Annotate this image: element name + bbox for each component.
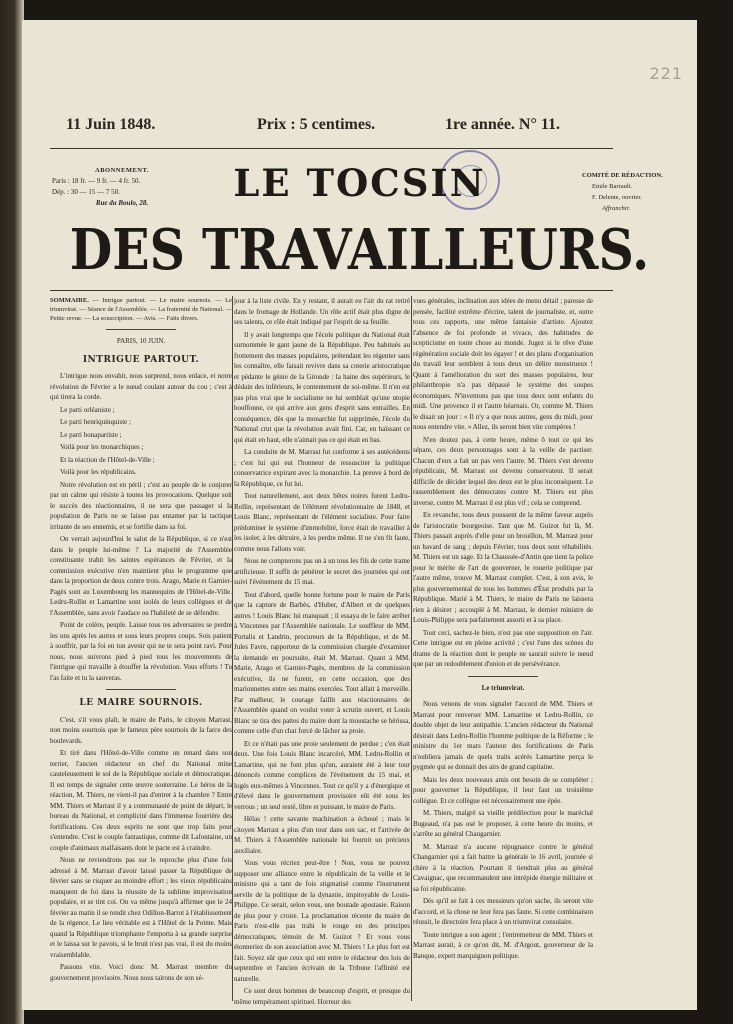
paragraph: On verrait aujourd'hui le salut de la République, si ce n'est dans le peuple lui-même ? La majorité de l'Assemblée constituante trahit les saintes espérances de Février, et la commission exécutive n'en maintient plus le programme que dans la proportion de deux contre trois. Arago, Marie et Garnier-Pagès sont au Luxembourg les mannequins de l'Hôtel-de-Ville. Ledru-Rollin et Lamartine sont isolés de leurs collègues et de l'Assemblée, sans avoir l'audace ou l'habileté de se défendre. [50, 535, 232, 617]
paragraph: Point de colère, peuple. Laisse tous tes adversaires se perdre les uns après les autres et sous leurs propres coups. Sois patient à souffrir, par la foi en ton avenir qui ne te sera point ravi. Pour nous, nous suivrons pied à pied tous les mouvements de l'intrigue qui travaille à étouffer la révolution. Vous efforts ! Tu l'as faite et tu la sauveras. [50, 621, 232, 682]
article-rule [468, 676, 538, 677]
masthead-line-2: DES TRAVAILLEURS. [69, 216, 650, 283]
dateline [22, 116, 697, 138]
issue-date: 11 Juin 1848. [66, 116, 156, 133]
top-rule [50, 148, 613, 149]
paragraph: Nous venons de vous signaler l'accord de MM. Thiers et Marrast pour renverser MM. Lamartine et Ledru-Rollin, ce double objet de leur antipathie. L'ancien rédacteur du National désirait dans Ledru-Rollin l'homme politique de la Réforme ; le ministre du 1er mars l'auteur des fortifications de Paris n'oubliera jamais de quels traits acérés Lamartine perça le pygmée qui se donnait des airs de grand capitaine. [413, 700, 593, 771]
paragraph: Et ce n'était pas une proie seulement de perdue ; c'en était deux. Une fois Louis Blanc incarcéré, MM. Ledru-Rollin et Lamartine, qui ne font plus qu'un, auraient été à leur tour dénoncés comme complices de l'événement du 15 mai, et logés eux-mêmes à Vincennes. Tout ce qu'il y a d'énergique et d'élevé dans le gouvernement provisoire eût été sous les verrous ; un seul resté, libre et puissant, le maire de Paris. [234, 739, 410, 811]
paragraph: Voilà pour les républicains. [60, 468, 137, 476]
masthead-rule [50, 290, 613, 291]
paragraph: Nous ne compterons pas un à un tous les fils de cette trame artificieuse. Il suffit de pénétrer le secret des journées qui ont suivi l'événement du 15 mai. [234, 557, 410, 586]
page-number: 221 [649, 64, 683, 83]
paragraph: Le parti orléaniste ; [60, 405, 115, 414]
paragraph: Toute intrigue a son agent ; l'entremetteur de MM. Thiers et Marrast aurait, à ce qu'on dit, M. d'Argout, gouverneur de la Banque, expert marquignon politique. [413, 930, 593, 960]
paragraph: En revanche, tous deux poussent de la même faveur auprès de l'aristocratie bourgeoise. Tant que M. Guizot fut là, M. Thiers passait auprès d'elle pour un brouillon, M. Marrast pour un bavard de sang ; depuis Février, tous deux sont réhabilités. M. Thiers est un sage. Et la Chaussée-d'Antin que tient la police pour le mérite de l'art de gouverner, le rouerie politique par l'autre même, trouve M. Marrast complet. C'est, à son avis, le plus gouvernemental de tous les hommes d'État produits par la République. Marié à M. Thiers, le maire de Paris ne laissera rien à désirer ; accouplé à M. Marrast, le dernier ministre de Louis-Philippe sera parfaitement assorti et à sa place. [413, 511, 593, 624]
place-date: PARIS, 10 JUIN. [116, 337, 166, 345]
paragraph: Passons vite. Voici donc M. Marrast membre du gouvernement provisoire. Nous nous tairons de son sé- [50, 963, 232, 982]
paragraph: jour à la liste civile. En y restant, il aurait eu l'air du rat retiré dans le fromage de Hollande. Un rôle actif était plus digne de ses talents, ce rôle était indiqué par l'esprit de sa feuille. [234, 297, 410, 326]
masthead-line-1: LE TOCSIN [233, 161, 486, 205]
subscription-address: Rue du Boulo, 28. [95, 199, 149, 207]
paragraph: Tout d'abord, quelle bonne fortune pour le maire de Paris que la capture de Barbès, d'Huber, d'Albert et de quelques autres ! Louis Blanc lui manquait ; il essaya de le faire arrêter à Vincennes par l'Assemblée nationale. Le souffleur de MM. Portalis et Landrin, procureurs de la République, et de M. Jules Favre, rapporteur de la commission chargée d'examiner la demande en poursuite, était M. Marrast. Quant à MM. Marie, Arago et Garnier-Pagès, membres de la commission exécutive, ils ne furent, en cette occasion, que des marionnettes entre ses mains exercées. Tout allait à merveille. Par malheur, le courage faillit aux réactionnaires de l'Assemblée quand on voulut voter à scrutin ouvert, et Louis Blanc se tira des pattes du maire dont la moustache se hérissa, comme celle d'un chat forcé de lâcher sa proie. [234, 590, 410, 735]
article-heading-maire: LE MAIRE SOURNOIS. [79, 698, 203, 708]
paragraph: Nous ne reviendrons pas sur le reproche plus d'une fois adressé à M. Marrast d'avoir laissé passer la République de février sans se risquer au moindre effort ; les vieux républicains manquent de foi dans la réussite de la sublime improvisation populaire, et se tint coi. On va même jusqu'à affirmer que le 24 février au matin il se rendit chez Odillon-Barrot à l'établissement de la régence. Le lieu véritable est à l'Hôtel de la Pointe. Mais quand la République triomphante l'emporta à sa grande surprise et le laissa sur le pavois, si le bruit n'est pas vrai, il est du moins vraisemblable. [50, 856, 232, 959]
summary [50, 296, 232, 323]
summary-rule [106, 329, 176, 330]
committee-heading: COMITÉ DE RÉDACTION. [582, 172, 663, 179]
paragraph: Il y avait longtemps que l'école politique du National était surnommée le gant jaune de la République. Peu habitués au frottement des masses populaires, prétendant les régenter sans les connaître, elle faisait revivre dans sa coterie aristocratique et pédante le génie de la Gironde : la haine des supérieurs, le dédain des inférieurs, le contentement de soi-même. Il n'en est pas plus vrai que le socialisme ne lui semblait qu'une utopie bouffonne, ce qui arrive aux gens d'esprit sans entrailles. En conséquence, dès que la monarchie fut supprimée, l'école du National crut que la révolution avait fini. Car, en haïssant ce qui était en haut, elle n'aimait pas ce qui était en bas. [234, 330, 410, 444]
column-divider-2 [411, 296, 412, 1001]
committee-member-1: Emile Barrault. [592, 183, 633, 190]
paragraph: Notre révolution est en péril ; c'est au peuple de le conjurer par un calme qui résiste à toutes les provocations. Quelque soit le succès des réactionnaires, il ne sera que passager si la population de Paris ne se laisse pas entamer par la tactique irritante de ses ennemis, et se fortifie dans sa foi. [50, 480, 232, 531]
paragraph: Voilà pour les monarchiques ; [60, 443, 144, 451]
paragraph: Et tiré dans l'Hôtel-de-Ville comme un renard dans son terrier, l'ancien rédacteur en chef du National mine cauteleusement le sol de la République sociale et démocratique. Il est temps de signaler cette œuvre souterraine. Le héros de la réaction, M. Thiers, ne vient-il pas d'entrer à la chambre ? Entre MM. Thiers et Marrast il y a communauté de point de départ, le bureau du National, et complicité dans l'immense fourrière des fortifications. Ces deux esprits ne sont que trop faits pour s'entendre. C'est le couple fantastique, comme dit Lafontaine, un couple d'animaux malfaisants dont le pacte est à craindre. [50, 749, 232, 852]
paragraph: C'est, s'il vous plaît, le maire de Paris, le citoyen Marrast, non moins sournois que le fameux père sournois de la farce des boulevards. [50, 715, 232, 745]
column-2 [234, 296, 410, 1006]
subscription-paris: Paris : 18 fr. — 9 fr. — 4 fr. 50. [52, 177, 141, 185]
paragraph: Hélas ! cette savante machination a échoué ; mais le citoyen Marrast a plus d'un tour dans son sac, et l'arrivée de M. Thiers à l'Assemblée nationale lui fournit un précieux auxiliaire. [234, 815, 410, 855]
subscription-departments: Dép. : 30 — 15 — 7 50. [52, 188, 120, 196]
committee-member-2: F. Delente, ouvrier. [592, 194, 642, 201]
paragraph: N'en doutez pas, à cette heure, même ô tout ce qui les sépare, ces deux personnages sont à la veille de pactiser. Chacun d'eux a fait un pas vers l'autre. M. Thiers s'est devenu républicain, M. Marrast est devenu conservateur. Il serait difficile de décider lequel des deux est le plus inconséquent. Le rassemblement des démocrates contre M. Thiers est plus inverse, contre M. Marrast il est plus vif ; cela se comprend. [413, 435, 593, 507]
paragraph: Tout ceci, sachez-le bien, n'est pas une supposition en l'air. Cette intrigue est en pleine activité ; c'est l'une des scènes du drame de la réaction dont le peuple ne saurait suivre le nœud que par un redoublement d'union et de persévérance. [413, 628, 593, 668]
summary-text: — Intrigue partout. — Le maire sournois. — Le triumvirat. — Séance de l'Assemblée. — La fraternité de National. — Petite revue. — La souscription. — Avis. — Faits divers. [50, 297, 232, 322]
column-1 [50, 296, 232, 1001]
paragraph: Mais les deux nouveaux amis ont besoin de se compléter ; pour gouverner la République, il leur faut un troisième collègue. Et ce collègue est nécessairement une épée. [413, 775, 593, 805]
paragraph: Vous vous récriez peut-être ! Non, vous ne pouvez supposer une alliance entre le républicain de la veille et le ministre qui a tant de fois stigmatisé comme l'instrument servile de la politique de la dynastie, impitoyable de Louis-Philippe. Ce serait, selon vous, une boutade apostasie. Raison de plus pour y croire. La proclamation récente du maire de Paris n'est-elle pas trahi le rouge en des principes démocratiques, témoin de M. Guizot ? Et vous vous étonneriez de son association avec M. Thiers ! Le plus fort est fait. Soyez sûr que ceux qui ont entre le rédacteur des lois de septembre et l'ancien écrivain de la Tribune l'affinité est naturelle. [234, 859, 410, 983]
book-spine [0, 0, 24, 1024]
subscription-heading: ABONNEMENT. [95, 167, 149, 174]
paragraph: Ce sont deux hommes de beaucoup d'esprit, et presque du même tempérament spirituel. Horreur des [234, 987, 410, 1006]
summary-label: SOMMAIRE. [50, 297, 89, 304]
article-heading-triumvirat: Le triumvirat. [481, 683, 525, 692]
paragraph: L'intrigue nous envahit, nous surprend, nous enlace, et notre révolution de Février a le nœud coulant autour du cou ; c'est à qui tirera la corde. [50, 372, 232, 401]
issue-number: 1re année. N° 11. [445, 116, 560, 133]
paragraph: Tout naturellement, aux deux bêtes noires furent Ledru-Rollin, représentant de l'élément révolutionnaire de 1848, et Louis Blanc, représentant de l'élément socialiste. Pour faire prédominer le système d'immobilité, force était de travailler à les isoler, à les détruire, à les perdre même. Il ne s'en fit faute, comme nous l'allons voir. [234, 492, 410, 553]
paragraph: M. Marrast n'a aucune répugnance contre le général Changarnier qui a fait battre la générale le 16 avril, journée si chère à la réaction. Pourtant il tiendrait plus au général Cavaignac, que recommandent une intrépide énergie militaire et sa foi républicaine. [413, 842, 593, 893]
paragraph: La conduite de M. Marrast fut conforme à ses antécédents ; c'est lui qui eut l'honneur de ressusciter la politique conservatrice expirant avec la monarchie. La preuve à bord de la République, ce fut lui. [234, 448, 410, 488]
article-rule [106, 689, 176, 690]
newspaper-page [22, 20, 697, 1010]
paragraph: M. Thiers, malgré sa vieille prédilection pour le maréchal Bugeaud, n'a pas osé le proposer, à cette heure du moins, et s'arrête au général Changarnier. [413, 809, 593, 838]
paragraph: Le parti bonapartiste ; [60, 430, 122, 439]
column-divider-1 [232, 296, 233, 1001]
committee-note: Affranchir. [602, 205, 630, 212]
paragraph: vues générales, inclination aux idées de menu détail ; paresse de pensée, facilité extrême d'écrire, talent de journaliste, et, outre tous ces rapports, une même fantaisie d'artiste. Ajoutez l'absence de foi profonde et vivace, des habitudes de scepticisme en toute chose au monde. Jugez si le rêve d'une régénération sociale doit les égayer ! et des plans d'organisation du travail leur semblent à tous deux un délire monstrueux ! Quant à l'amélioration du sort des masses populaires, leur philanthropie n'a pas dépassé le système des soupes économiques. N'inventons pas que tous deux sont enfants du midi. Une provence il et l'autre béarnais. Or, comme M. Thiers le disait un jour : « Il n'y a que nous autres, gens du midi, pour nous entendre vite. » Allez, ils seront bien vite compères ! [413, 297, 593, 431]
paragraph: Et la réaction de l'Hôtel-de-Ville ; [60, 455, 155, 464]
article-heading-intrigue: INTRIGUE PARTOUT. [82, 354, 200, 365]
issue-price: Prix : 5 centimes. [257, 116, 376, 133]
column-3 [413, 296, 593, 1001]
paragraph: Dès qu'il se fait à ces messieurs qu'on sache, ils seront vite d'accord, et la chose ne leur fera pas faute. Si cette combinaison réussit, le directoire fera place à un triumvirat consulaire. [413, 897, 593, 926]
paragraph: Le parti henriquinquiste ; [60, 418, 131, 426]
